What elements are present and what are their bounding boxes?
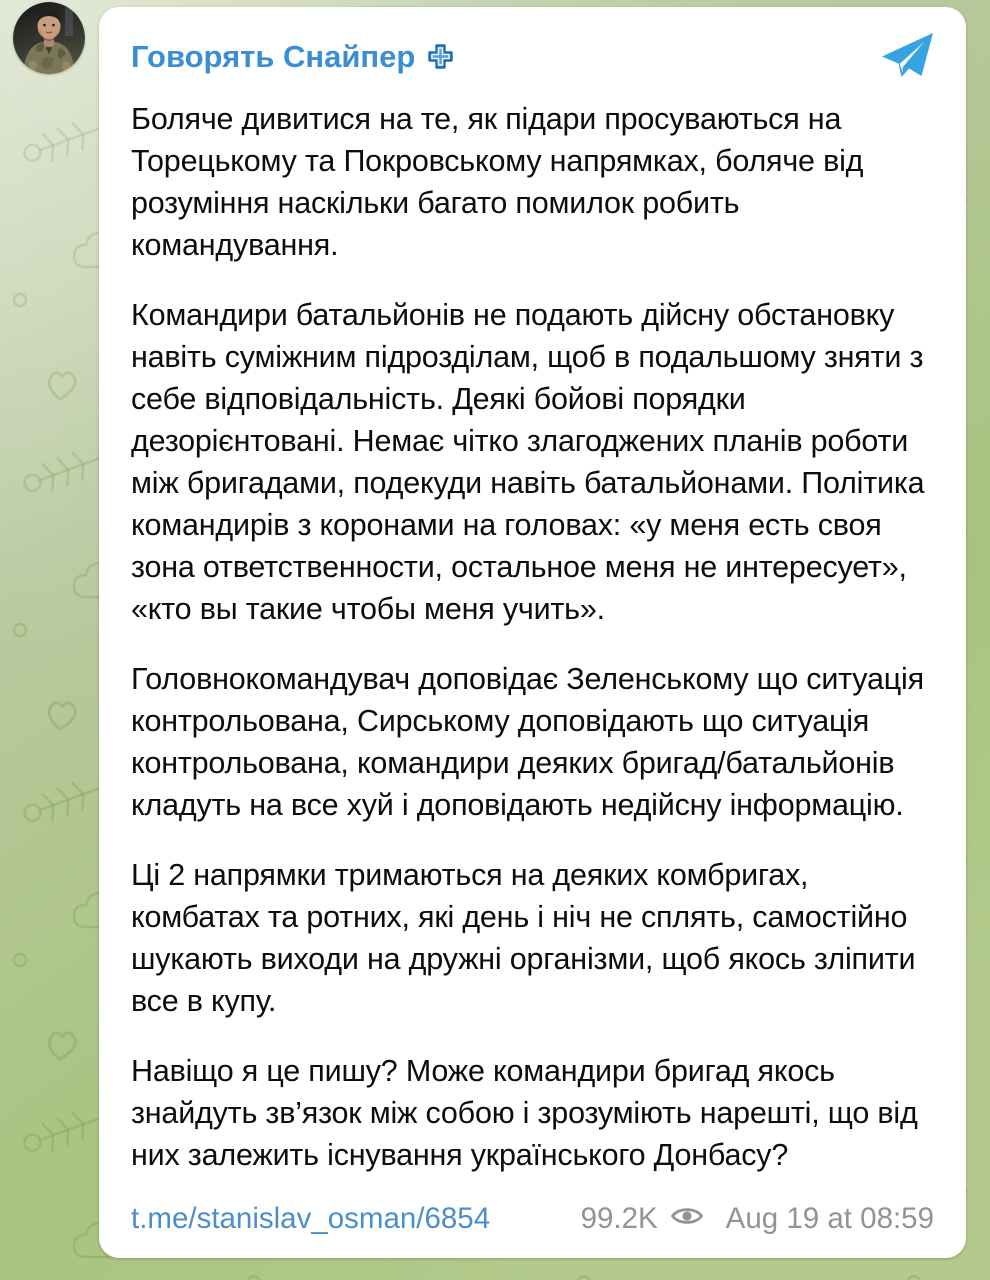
avatar-photo-soldier (13, 2, 85, 74)
message-footer (131, 1200, 934, 1240)
plus-badge-icon (427, 43, 454, 70)
message-paragraph: Ці 2 напрямки тримаються на деяких комбригах, комбатах та ротних, які день і ніч не сплять, самостійно шукають виходи на дружні організми, щоб якось зліпити все в купу. (131, 858, 916, 1018)
message-paragraph: Боляче дивитися на те, як підари просуваються на Торецькому та Покровському напрямках, боляче від розуміння наскільки багато помилок робить командування. (131, 102, 864, 262)
message-paragraph: Головнокомандувач доповідає Зеленському що ситуація контрольована, Сирському доповідають що ситуація контрольована, командири деяких бригад/батальйонів кладуть на все хуй і доповідають недійсну інформацію. (131, 662, 924, 822)
eye-icon (670, 1200, 704, 1238)
channel-name[interactable]: Говорять Снайпер (131, 38, 416, 74)
avatar[interactable] (13, 2, 85, 74)
message-text (131, 98, 934, 1176)
message-meta (581, 1200, 934, 1238)
view-count: 99.2K (580, 1202, 658, 1235)
message-bubble (99, 7, 966, 1258)
message-paragraph: Командири батальйонів не подають дійсну обстановку навіть суміжним підрозділам, щоб в подальшому зняти з себе відповідальність. Деякі бойові порядки дезорієнтовані. Немає чітко злагоджених планів роботи між бригадами, подекуди навіть батальйонами. Політика командирів з коронами на головах: «у меня есть своя зона ответственности, остальное меня не интересует», «кто вы такие чтобы меня учить». (131, 298, 925, 626)
post-link[interactable]: t.me/stanislav_osman/6854 (131, 1202, 491, 1235)
timestamp: Aug 19 at 08:59 (725, 1202, 934, 1235)
telegram-plane-icon[interactable] (880, 31, 934, 82)
message-paragraph: Навіщо я це пишу? Може командири бригад якось знайдуть зв’язок між собою і зрозуміють нарешті, що від них залежить існування українського Донбасу? (131, 1054, 918, 1172)
message-header (131, 31, 934, 82)
